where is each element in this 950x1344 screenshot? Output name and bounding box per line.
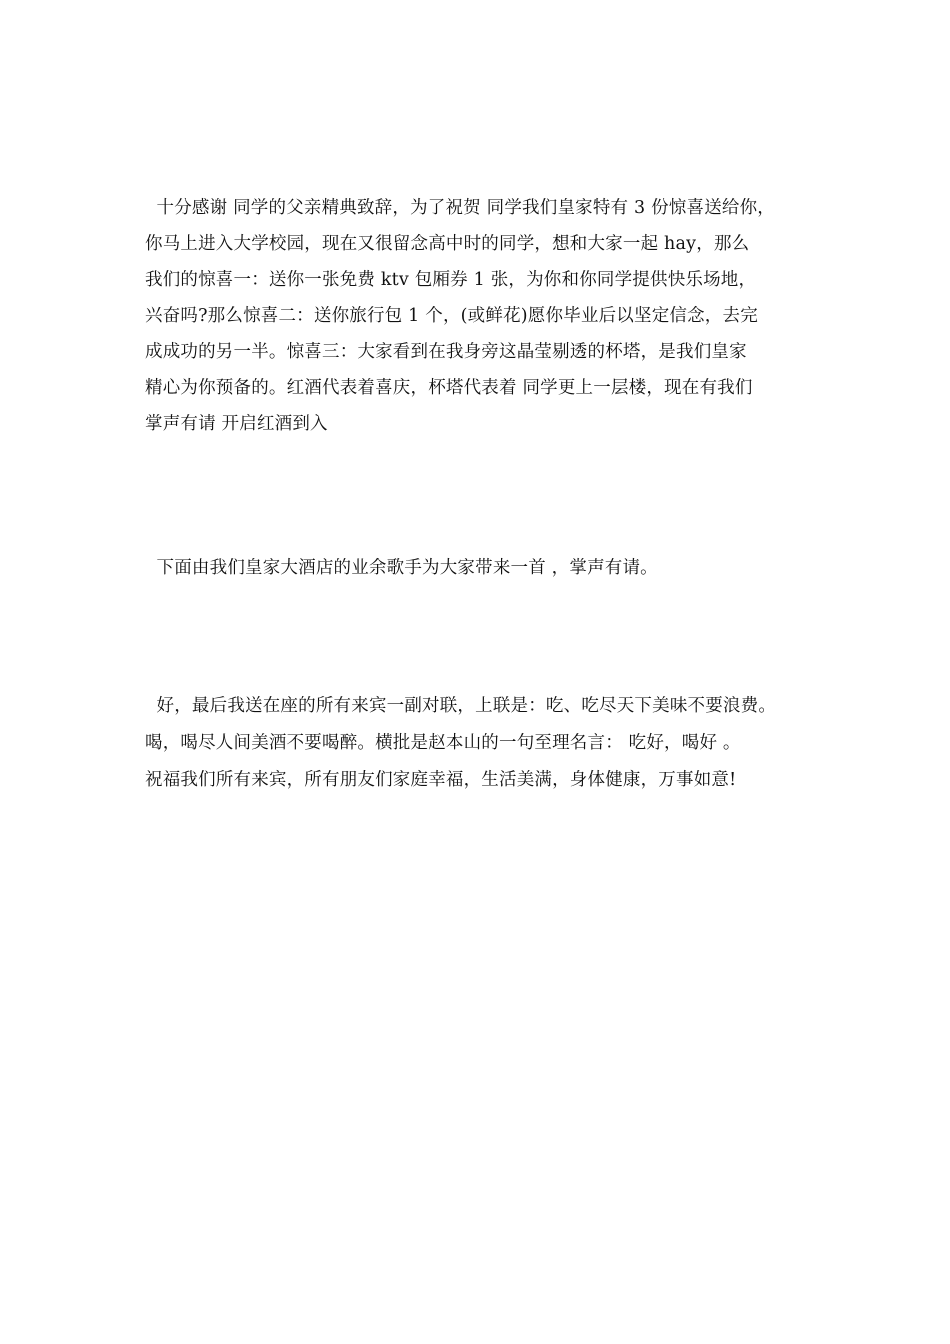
text-line: 我们的惊喜一：送你一张免费 ktv 包厢券 1 张，为你和你同学提供快乐场地， bbox=[145, 270, 757, 290]
text-line: 你马上进入大学校园，现在又很留念高中时的同学，想和大家一起 hay，那么 bbox=[145, 234, 750, 254]
text-line: 精心为你预备的。红酒代表着喜庆，杯塔代表着 同学更上一层楼，现在有我们 bbox=[145, 378, 753, 398]
text-line: 成成功的另一半。惊喜三：大家看到在我身旁这晶莹剔透的杯塔，是我们皇家 bbox=[145, 342, 747, 362]
text-line: 祝福我们所有来宾，所有朋友们家庭幸福，生活美满，身体健康，万事如意! bbox=[145, 770, 737, 790]
text-line: 掌声有请 开启红酒到入 bbox=[145, 414, 328, 434]
text-line: 好，最后我送在座的所有来宾一副对联，上联是：吃、吃尽天下美味不要浪费。 bbox=[145, 696, 777, 716]
text-line: 喝，喝尽人间美酒不要喝醉。横批是赵本山的一句至理名言： 吃好，喝好 。 bbox=[145, 733, 741, 753]
text-line: 下面由我们皇家大酒店的业余歌手为大家带来一首 ，掌声有请。 bbox=[145, 558, 658, 578]
text-line: 兴奋吗?那么惊喜二：送你旅行包 1 个，(或鲜花)愿你毕业后以坚定信念，去完 bbox=[145, 306, 758, 326]
text-line: 十分感谢 同学的父亲精典致辞，为了祝贺 同学我们皇家特有 3 份惊喜送给你， bbox=[145, 198, 776, 218]
